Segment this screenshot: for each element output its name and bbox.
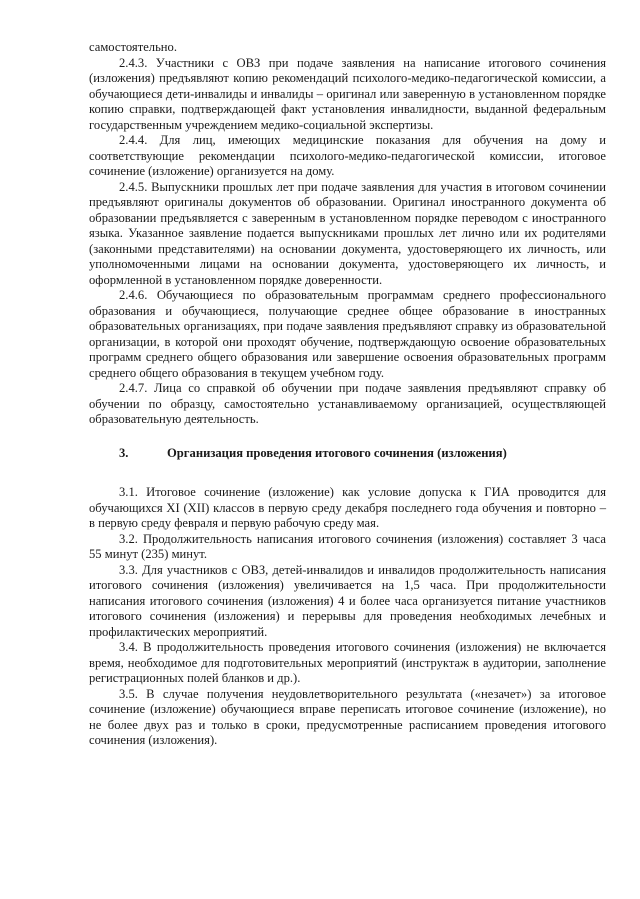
paragraph-3-1: 3.1. Итоговое сочинение (изложение) как условие допуска к ГИА проводится для обучающихся XI (XII) классов в первую среду декабря последнего года обучения и повторно – в первую среду февраля и первую рабочую среду мая. <box>89 485 606 530</box>
paragraph-3-4: 3.4. В продолжительность проведения итогового сочинения (изложения) не включается время, необходимое для подготовительных мероприятий (инструктаж в аудитории, заполнение регистрационных полей бланков и др.). <box>89 640 606 685</box>
section-3-number: 3. <box>119 445 129 460</box>
paragraph-3-5: 3.5. В случае получения неудовлетворительного результата («незачет») за итоговое сочинение (изложение) обучающиеся вправе переписать итоговое сочинение (изложение), но не более двух раз и только в сроки, предусмотренные расписанием проведения итогового сочинения (изложения). <box>89 686 606 747</box>
paragraph-2-4-5: 2.4.5. Выпускники прошлых лет при подаче заявления для участия в итоговом сочинении предъявляют оригиналы документов об образовании. Оригинал иностранного документа об образовании предъявляется с заверенным в установленном порядке переводом с иностранного языка. Указанное заявление подается выпускниками прошлых лет лично или их родителями (законными представителями) на основании документа, удостоверяющего их личность, или уполномоченными лицами на основании документа, удостоверяющего их личность, и оформленной в установленном порядке доверенности. <box>89 179 606 287</box>
intro-fragment: самостоятельно. <box>89 40 177 54</box>
paragraph-3-2: 3.2. Продолжительность написания итогового сочинения (изложения) составляет 3 часа 55 минут (235) минут. <box>89 531 606 561</box>
paragraph-2-4-3: 2.4.3. Участники с ОВЗ при подаче заявления на написание итогового сочинения (изложения) предъявляют копию рекомендаций психолого-медико-педагогической комиссии, а обучающиеся дети-инвалиды и инвалиды – оригинал или заверенную в установленном порядке копию справки, подтверждающей факт установления инвалидности, выданной федеральным государственным учреждением медико-социальной экспертизы. <box>89 55 606 132</box>
paragraph-2-4-7: 2.4.7. Лица со справкой об обучении при подаче заявления предъявляют справку об обучении по образцу, самостоятельно устанавливаемому организацией, осуществляющей образовательную деятельность. <box>89 381 606 426</box>
paragraph-3-3: 3.3. Для участников с ОВЗ, детей-инвалидов и инвалидов продолжительность написания итогового сочинения (изложения) увеличивается на 1,5 часа. При продолжительности написания итогового сочинения (изложения) 4 и более часа организуется питание участников итогового сочинения (изложения) и перерывы для проведения необходимых лечебных и профилактических мероприятий. <box>89 562 606 639</box>
section-3-heading <box>89 446 606 462</box>
paragraph-2-4-4: 2.4.4. Для лиц, имеющих медицинские показания для обучения на дому и соответствующие рекомендации психолого-медико-педагогической комиссии, итоговое сочинение (изложение) организуется на дому. <box>89 133 606 178</box>
section-3-title: Организация проведения итогового сочинения (изложения) <box>167 445 507 460</box>
paragraph-2-4-6: 2.4.6. Обучающиеся по образовательным программам среднего профессионального образования и обучающиеся, получающие среднее общее образование в иностранных образовательных организациях, при подаче заявления предъявляют справку из образовательной организации, в которой они проходят обучение, подтверждающую освоение образовательных программ среднего общего образования или завершение освоения образовательных программ среднего общего образования в текущем учебном году. <box>89 288 606 380</box>
